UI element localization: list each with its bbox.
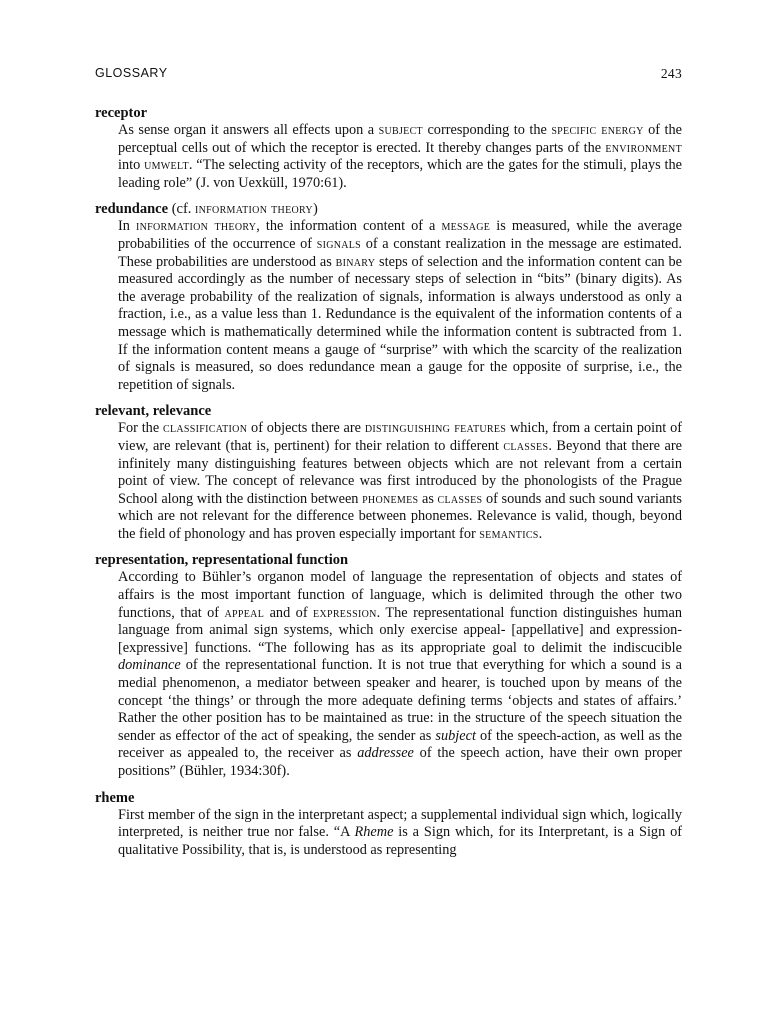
glossary-entry [95, 551, 682, 780]
cross-reference-term: distinguishing features [364, 420, 507, 437]
entry-crossref [168, 201, 318, 217]
entry-headword: representation, representational function [95, 552, 349, 569]
page-number: 243 [660, 66, 682, 81]
cross-reference-term: information theory [135, 218, 257, 235]
emphasis-text: subject [435, 727, 476, 744]
cross-reference-term: phonemes [362, 490, 419, 507]
entry-body [118, 569, 682, 780]
cross-reference-term: environment [605, 139, 682, 156]
body-text: of sounds and such sound variants which are not relevant for the difference between phonemes. Relevance is valid, though, beyond the field of phonology and has proven especially important for [118, 490, 682, 542]
cross-reference-term: binary [335, 253, 376, 270]
body-text: steps of selection and the information content can be measured accordingly as the number of necessary steps of selection in “bits” (binary digits). As the average probability of the realization of signals, information is always understood as only a fraction, i.e., as a value less than 1. Redundance is the equivalent of the information contents of a message which is mathematically determined while the information content is subtracted from 1. If the information content means a gauge of “surprise” with which the scarcity of the realization of signals is measured, so does redundance mean a gauge for the opposite of surprise, i.e., the repetition of signals. [118, 253, 683, 393]
body-text: ) [312, 201, 318, 218]
entry-body [118, 420, 682, 543]
cross-reference-term: expression [313, 604, 377, 621]
glossary-entry [95, 200, 682, 394]
entry-headword: redundance (cf. information theory) [95, 201, 318, 218]
cross-reference-term: appeal [224, 604, 265, 621]
body-text: is measured, while the average probabilities of the occurrence of [118, 218, 682, 252]
entry-headword: receptor [95, 105, 148, 121]
body-text: As sense organ it answers all effects upon a [118, 122, 379, 138]
cross-reference-term: semantics [479, 525, 539, 542]
cross-reference-term: umwelt [144, 157, 189, 174]
body-text: of the representational function. It is not true that everything for which a sound is a medial phenomenon, a mediator between speaker and hearer, is touched upon by means of the concept ‘the things’ or through the more adequate defining terms ‘objects and states of affairs.’ Rather the other position has to be maintained as true: in the structure of the speech situation the sender as effector of the act of speaking, the sender as [118, 657, 682, 744]
body-text: of the speech action, have their own proper positions” (Bühler, 1934:30f). [118, 745, 682, 779]
body-text: . [538, 525, 543, 542]
body-text: corresponding to the [422, 122, 552, 138]
body-text: . Beyond that there are infinitely many distinguishing features between objects which are not relevant from a certain point of view. The concept of relevance was first introduced by the phonologists of the Prague School along with the distinction between [118, 437, 682, 507]
body-text: of the speech-action, as well as the receiver as appealed to, the receiver as [118, 727, 682, 762]
body-text: of a constant realization in the message are estimated. These probabilities are understood as [118, 235, 682, 270]
body-text: . “The selecting activity of the receptors, which are the gates for the stimuli, plays the leading role” (J. von Uexküll, 1970:61). [118, 157, 682, 191]
cross-reference-term: information theory [195, 201, 313, 218]
body-text: (cf. [168, 201, 196, 218]
entry-headword: rheme [95, 789, 135, 806]
cross-reference-term: classes [503, 437, 549, 454]
body-text: as [418, 490, 438, 507]
cross-reference-term: message [441, 218, 491, 235]
emphasis-text: Rheme [354, 824, 394, 841]
entry-body [118, 122, 682, 192]
cross-reference-term: classes [437, 490, 483, 507]
glossary-entry [95, 789, 682, 860]
body-text: of the perceptual cells out of which the receptor is erected. It thereby changes parts of the [118, 122, 683, 156]
cross-reference-term: specific energy [551, 122, 644, 138]
entry-body [118, 218, 682, 394]
section-title: GLOSSARY [95, 66, 168, 80]
cross-reference-term: classification [163, 420, 248, 437]
body-text: According to Bühler’s organon model of language the representation of objects and states of affairs is the most important function of language, which is delimited through the other two functions, that of [118, 569, 682, 621]
glossary-entries [95, 104, 682, 867]
glossary-entry [95, 402, 682, 543]
entry-body [118, 807, 682, 860]
emphasis-text: dominance [118, 657, 181, 674]
cross-reference-term: signals [316, 235, 362, 252]
body-text: In [118, 218, 136, 235]
body-text: is a Sign which, for its Interpretant, is a Sign of qualitative Possibility, that is, is understood as representing [118, 824, 682, 858]
body-text: into [118, 157, 145, 174]
body-text: and of [264, 604, 314, 621]
cross-reference-term: subject [378, 122, 423, 138]
running-head [95, 66, 682, 82]
body-text: of objects there are [247, 420, 365, 437]
glossary-entry [95, 104, 682, 192]
entry-headword: relevant, relevance [95, 403, 212, 420]
body-text: , the information content of a [256, 218, 442, 235]
body-text: For the [118, 420, 163, 437]
body-text: which, from a certain point of view, are relevant (that is, pertinent) for their relation to different [118, 420, 682, 454]
emphasis-text: addressee [357, 745, 414, 762]
body-text: . The representational function distinguishes human language from animal sign systems, which only exercise appeal- [appellative] and expression- [expressive] functions. “The following has as its appropriate goal to delimit the indiscucible [118, 604, 682, 656]
body-text: First member of the sign in the interpretant aspect; a supplemental individual sign which, logically interpreted, is neither true nor false. “A [118, 806, 682, 841]
